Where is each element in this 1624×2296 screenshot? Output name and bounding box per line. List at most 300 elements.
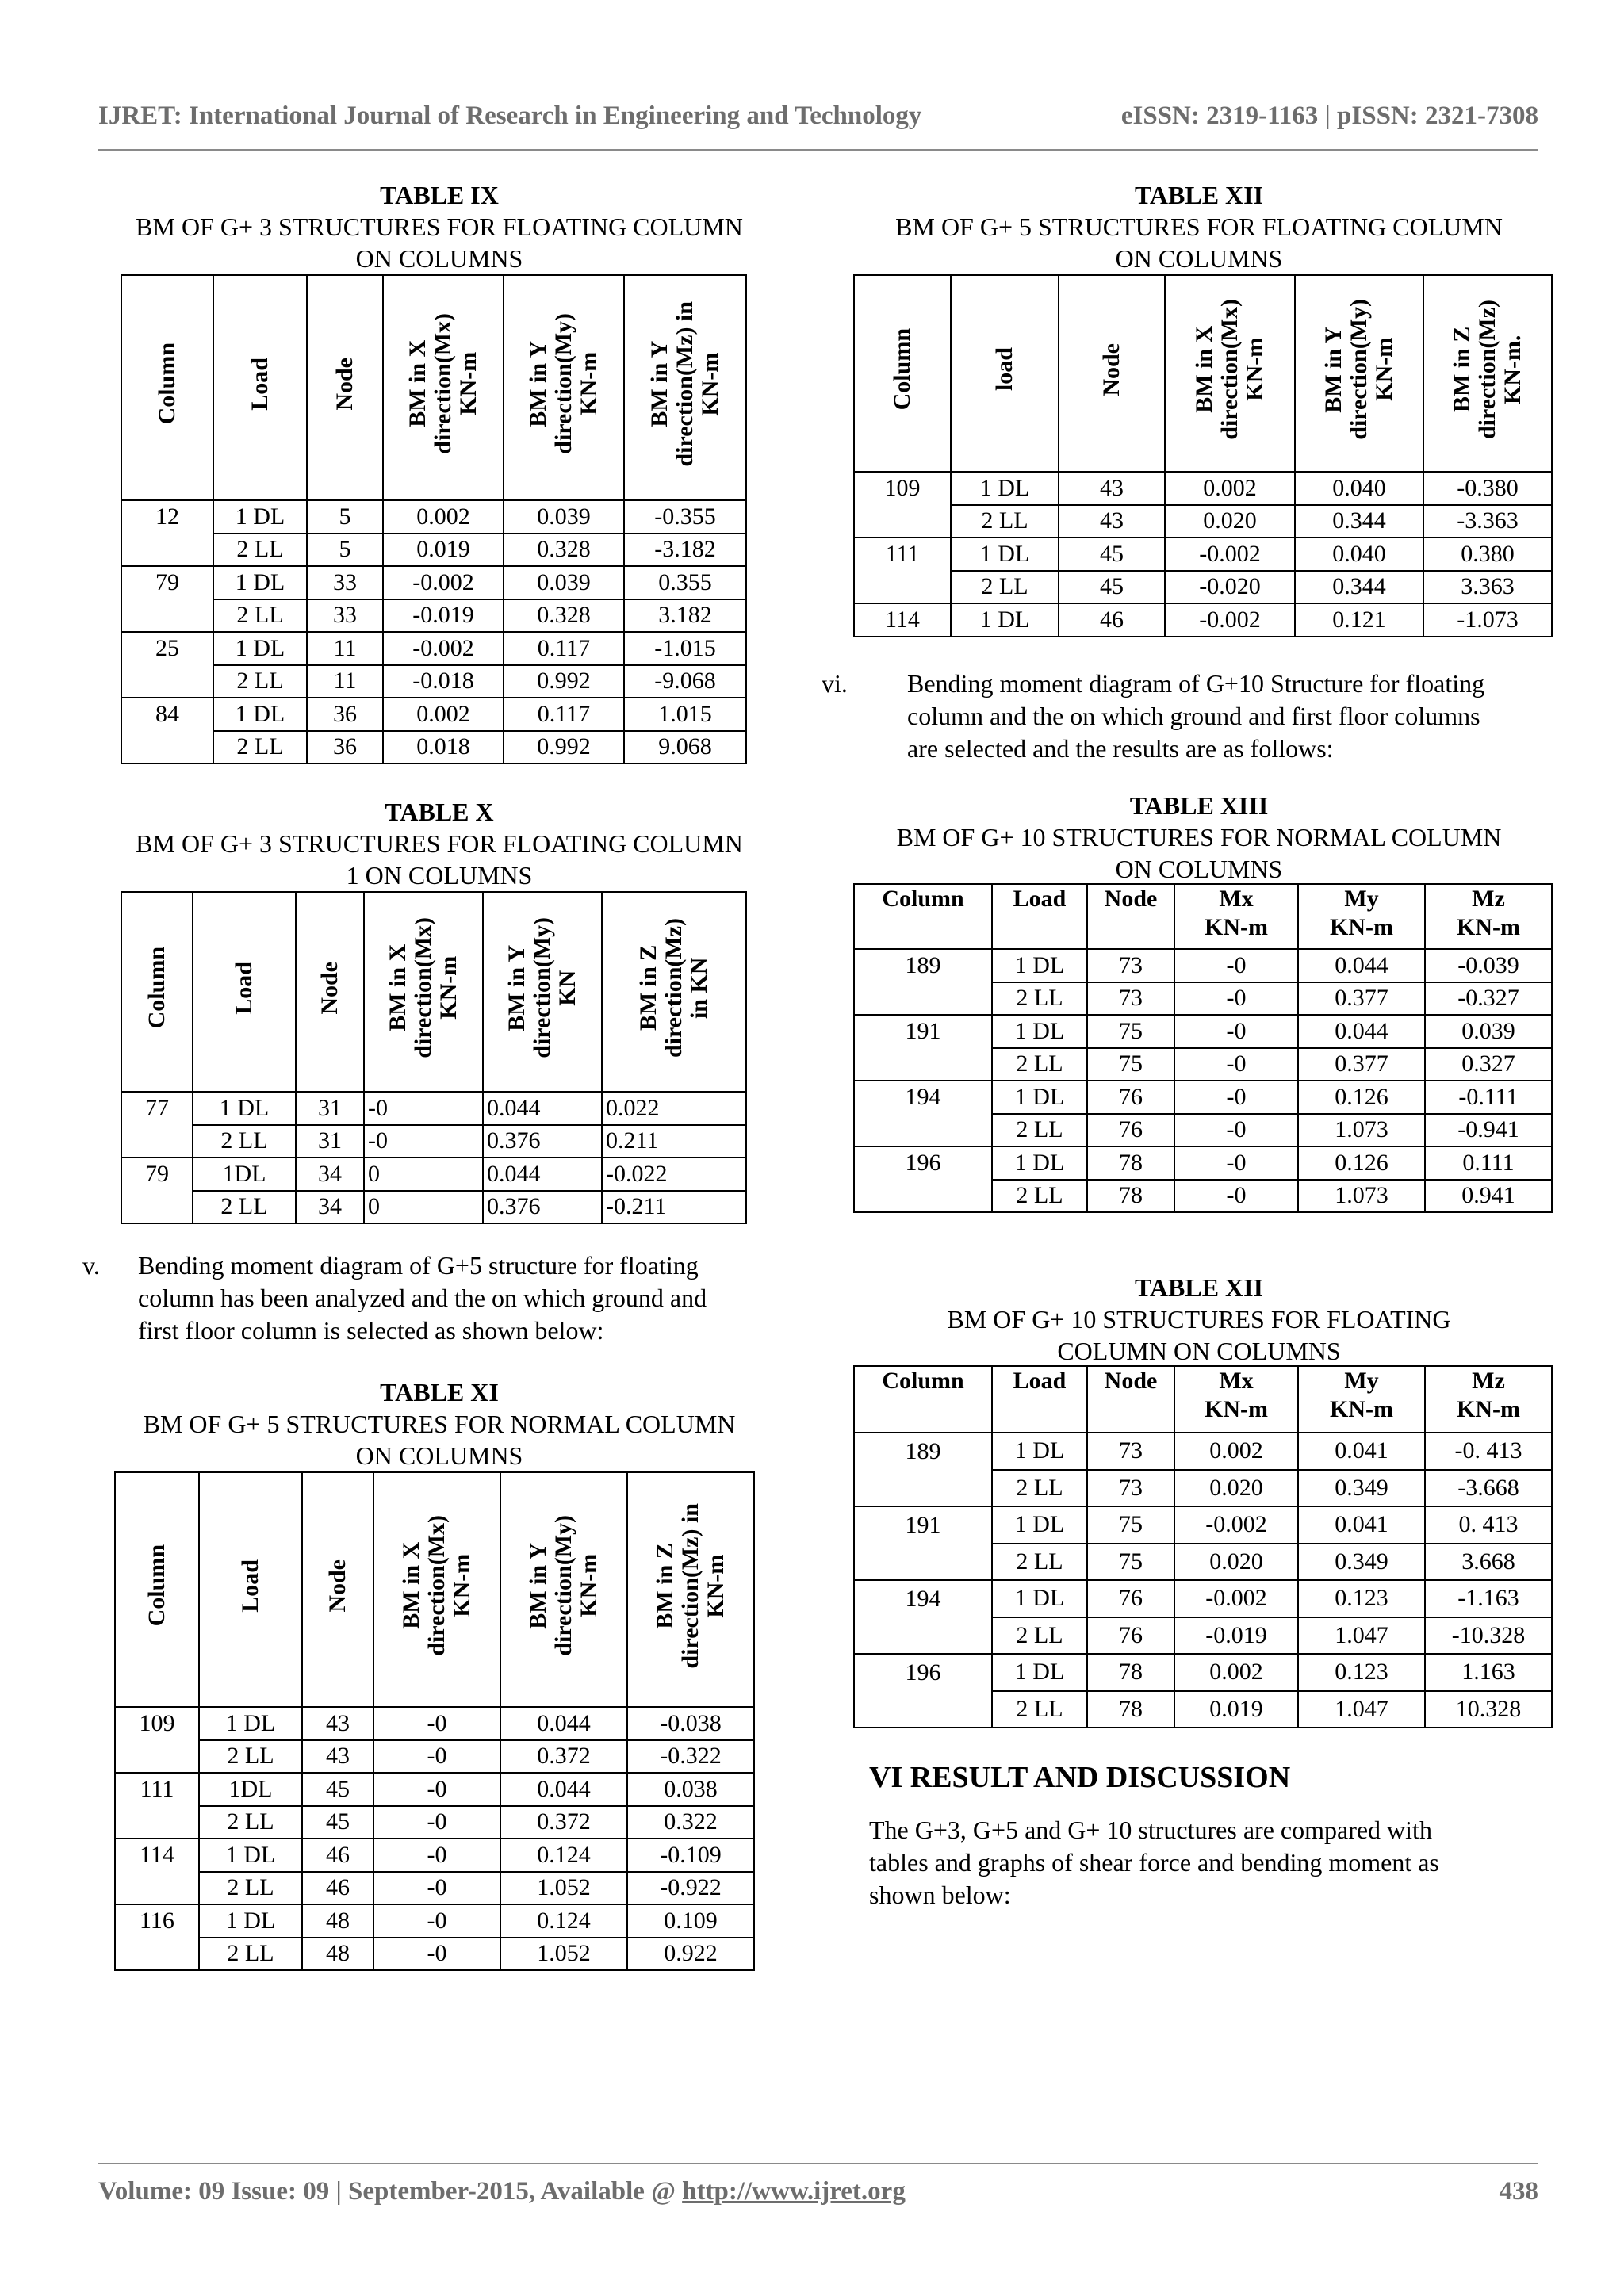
- table12a-caption: [852, 179, 1546, 274]
- table-cell: 78: [1087, 1180, 1174, 1213]
- paragraph-line: are selected and the results are as follows:: [907, 734, 1334, 763]
- table-cell: 0.211: [602, 1125, 746, 1158]
- table11-subtitle-2: ON COLUMNS: [355, 1441, 523, 1470]
- table-header-row: [854, 275, 1552, 472]
- table-cell: 75: [1087, 1506, 1174, 1544]
- table-cell: 114: [854, 603, 951, 637]
- table-cell: 0.117: [504, 632, 624, 665]
- table-cell: -0.020: [1165, 571, 1295, 604]
- table-cell: 73: [1087, 1433, 1174, 1470]
- table-cell: 1 DL: [951, 472, 1059, 505]
- column-header: Column: [115, 1472, 199, 1707]
- page-footer: [98, 2177, 1538, 2217]
- table-cell: 1.047: [1298, 1617, 1425, 1655]
- table-row: [854, 1691, 1552, 1728]
- table-cell: 1 DL: [213, 500, 307, 534]
- table-cell: 0.020: [1174, 1470, 1298, 1507]
- table-cell: 1 DL: [992, 949, 1087, 982]
- column-header: Load: [199, 1472, 302, 1707]
- table-cell: 114: [115, 1839, 199, 1872]
- table-cell: 76: [1087, 1617, 1174, 1655]
- table-cell: -0.002: [1174, 1506, 1298, 1544]
- table-cell: -0.002: [1165, 603, 1295, 637]
- table-cell: 36: [307, 698, 383, 731]
- table-cell: 0.041: [1298, 1506, 1425, 1544]
- table-cell: 0.992: [504, 731, 624, 764]
- column-header: Column: [854, 884, 992, 949]
- table-cell: [121, 534, 213, 567]
- table-cell: 0.123: [1298, 1654, 1425, 1691]
- table-cell: 2 LL: [213, 599, 307, 633]
- table-cell: [854, 1048, 992, 1081]
- column-header: Mz KN-m: [1425, 1366, 1552, 1433]
- issn-label: eISSN: 2319-1163 | pISSN: 2321-7308: [1120, 101, 1538, 130]
- table-cell: 2 LL: [951, 571, 1059, 604]
- table-row: [854, 603, 1552, 637]
- table-cell: 1.052: [500, 1872, 627, 1905]
- table-cell: 0.922: [627, 1938, 754, 1971]
- table-cell: [121, 731, 213, 764]
- table-cell: 0.002: [1174, 1654, 1298, 1691]
- column-header: Node: [1087, 884, 1174, 949]
- table12b: [853, 1365, 1553, 1728]
- table-cell: 0.124: [500, 1839, 627, 1872]
- table-row: [121, 632, 746, 665]
- table-cell: 0.117: [504, 698, 624, 731]
- table-cell: 1 DL: [992, 1506, 1087, 1544]
- table-row: [121, 599, 746, 633]
- table-cell: -0.002: [383, 566, 504, 599]
- column-header: Column: [854, 275, 951, 472]
- table-cell: 0.349: [1298, 1544, 1425, 1581]
- table-cell: 2 LL: [193, 1125, 296, 1158]
- table-cell: 46: [302, 1839, 373, 1872]
- table-cell: 1 DL: [992, 1580, 1087, 1617]
- page-number: 438: [1499, 2177, 1538, 2206]
- table-cell: 11: [307, 665, 383, 698]
- table-cell: 78: [1087, 1654, 1174, 1691]
- table-cell: -0.039: [1425, 949, 1552, 982]
- table-cell: 0.322: [627, 1806, 754, 1839]
- table-row: [854, 1048, 1552, 1081]
- table-cell: 0.124: [500, 1904, 627, 1938]
- table-cell: 5: [307, 500, 383, 534]
- table-cell: 10.328: [1425, 1691, 1552, 1728]
- table-row: [854, 538, 1552, 571]
- table-cell: 0.039: [504, 566, 624, 599]
- table-cell: [854, 1114, 992, 1147]
- table11-subtitle-1: BM OF G+ 5 STRUCTURES FOR NORMAL COLUMN: [143, 1410, 736, 1438]
- paragraph-line: Bending moment diagram of G+5 structure for floating: [138, 1251, 699, 1280]
- table-cell: -9.068: [624, 665, 746, 698]
- table-cell: -0.355: [624, 500, 746, 534]
- table12b-subtitle-1: BM OF G+ 10 STRUCTURES FOR FLOATING: [947, 1305, 1451, 1334]
- table-cell: 0. 413: [1425, 1506, 1552, 1544]
- table-cell: 43: [302, 1707, 373, 1740]
- table9-caption: [98, 179, 780, 274]
- table9-title: TABLE IX: [380, 181, 499, 209]
- table-cell: -0: [373, 1938, 500, 1971]
- table11-caption: [98, 1376, 780, 1471]
- table13-caption: [852, 790, 1546, 885]
- table-cell: -0.322: [627, 1740, 754, 1774]
- table-cell: -0.211: [602, 1191, 746, 1224]
- table-header-row: [121, 892, 746, 1092]
- journal-title: IJRET: International Journal of Research in Engineering and Technology: [98, 101, 922, 130]
- table-cell: -0.380: [1423, 472, 1552, 505]
- table-cell: 0.002: [383, 698, 504, 731]
- table-row: [115, 1872, 754, 1905]
- table-cell: 0.044: [1298, 1015, 1425, 1048]
- table-cell: 0.044: [483, 1092, 602, 1125]
- table-row: [854, 1015, 1552, 1048]
- table-cell: 77: [121, 1092, 193, 1125]
- table-cell: 0.344: [1295, 571, 1423, 604]
- list-number: v.: [82, 1251, 100, 1280]
- table12a-subtitle-2: ON COLUMNS: [1115, 244, 1283, 273]
- table-cell: 0.380: [1423, 538, 1552, 571]
- table-cell: [115, 1938, 199, 1971]
- table10-subtitle-1: BM OF G+ 3 STRUCTURES FOR FLOATING COLUMN: [136, 829, 743, 858]
- column-header: Mx KN-m: [1174, 884, 1298, 949]
- table13: [853, 883, 1553, 1213]
- table-cell: -0.019: [383, 599, 504, 633]
- table-cell: 1 DL: [951, 538, 1059, 571]
- table11: [114, 1471, 755, 1971]
- table-cell: -0.019: [1174, 1617, 1298, 1655]
- table-cell: 0: [364, 1158, 483, 1191]
- table-cell: 2 LL: [199, 1806, 302, 1839]
- table-cell: 194: [854, 1580, 992, 1617]
- table-cell: 0.020: [1174, 1544, 1298, 1581]
- table-cell: 0.121: [1295, 603, 1423, 637]
- table-cell: 48: [302, 1904, 373, 1938]
- table-cell: 76: [1087, 1580, 1174, 1617]
- column-header: Node: [296, 892, 364, 1092]
- column-header: BM in X direction(Mx) KN-m: [383, 275, 504, 500]
- table-cell: 1.052: [500, 1938, 627, 1971]
- table-cell: -0: [1174, 982, 1298, 1016]
- table-cell: 1.073: [1298, 1180, 1425, 1213]
- table-row: [115, 1773, 754, 1806]
- column-header: Column: [121, 275, 213, 500]
- table-cell: 2 LL: [992, 1470, 1087, 1507]
- paragraph-vi: [822, 668, 1546, 771]
- table-cell: 31: [296, 1092, 364, 1125]
- table-cell: 25: [121, 632, 213, 665]
- column-header: BM in X direction(Mx) KN-m: [1165, 275, 1295, 472]
- table-cell: [854, 1544, 992, 1581]
- table-row: [115, 1806, 754, 1839]
- page-header: [98, 94, 1538, 141]
- section-heading: VI RESULT AND DISCUSSION: [869, 1761, 1291, 1794]
- table-cell: -0: [373, 1872, 500, 1905]
- table-row: [854, 1654, 1552, 1691]
- section-paragraph: [869, 1814, 1540, 1911]
- table-cell: 34: [296, 1191, 364, 1224]
- table-cell: 2 LL: [992, 1180, 1087, 1213]
- table-cell: -0: [373, 1740, 500, 1774]
- table-cell: -0: [373, 1806, 500, 1839]
- table-cell: 194: [854, 1081, 992, 1114]
- table-cell: -0.038: [627, 1707, 754, 1740]
- table-cell: 1 DL: [992, 1654, 1087, 1691]
- table-cell: 0.041: [1298, 1433, 1425, 1470]
- table-cell: 33: [307, 566, 383, 599]
- table-row: [121, 1191, 746, 1224]
- table-cell: 73: [1087, 949, 1174, 982]
- table-cell: 0.126: [1298, 1146, 1425, 1180]
- table-cell: [854, 1617, 992, 1655]
- table-row: [121, 1158, 746, 1191]
- paragraph-line: column has been analyzed and the on which ground and: [138, 1284, 707, 1312]
- table-cell: 33: [307, 599, 383, 633]
- table10-title: TABLE X: [385, 798, 494, 826]
- table-cell: 1 DL: [199, 1839, 302, 1872]
- table-cell: -0: [373, 1904, 500, 1938]
- column-header: Mz KN-m: [1425, 884, 1552, 949]
- table-cell: 1.047: [1298, 1691, 1425, 1728]
- table-row: [115, 1839, 754, 1872]
- table-cell: 0.020: [1165, 505, 1295, 538]
- table-cell: -0.327: [1425, 982, 1552, 1016]
- column-header: load: [951, 275, 1059, 472]
- table-cell: 189: [854, 1433, 992, 1470]
- table-cell: 0.355: [624, 566, 746, 599]
- column-header: My KN-m: [1298, 884, 1425, 949]
- column-header: Load: [992, 884, 1087, 949]
- table10: [121, 891, 747, 1224]
- table-cell: 189: [854, 949, 992, 982]
- table-cell: -0: [1174, 1048, 1298, 1081]
- table-cell: 46: [302, 1872, 373, 1905]
- table-cell: 116: [115, 1904, 199, 1938]
- table-cell: 0.040: [1295, 538, 1423, 571]
- table-cell: [115, 1740, 199, 1774]
- table-cell: 2 LL: [213, 665, 307, 698]
- table-row: [854, 1146, 1552, 1180]
- table10-subtitle-2: 1 ON COLUMNS: [346, 861, 533, 890]
- table-cell: 1.163: [1425, 1654, 1552, 1691]
- table-cell: 0.019: [383, 534, 504, 567]
- column-header: Load: [992, 1366, 1087, 1433]
- table-cell: 2 LL: [213, 731, 307, 764]
- table-cell: -0: [1174, 1180, 1298, 1213]
- table-cell: -0: [1174, 1114, 1298, 1147]
- column-header: BM in X direction(Mx) KN-m: [364, 892, 483, 1092]
- column-header: Node: [1087, 1366, 1174, 1433]
- column-header: BM in Y direction(My) KN-m: [504, 275, 624, 500]
- table-cell: [854, 1691, 992, 1728]
- footer-link[interactable]: http://www.ijret.org: [682, 2177, 906, 2206]
- table-cell: -0.111: [1425, 1081, 1552, 1114]
- table-row: [854, 1506, 1552, 1544]
- table-row: [854, 1617, 1552, 1655]
- table-header-row: [121, 275, 746, 500]
- table-cell: 75: [1087, 1015, 1174, 1048]
- table-cell: -0: [1174, 1146, 1298, 1180]
- table-cell: [854, 1180, 992, 1213]
- table-cell: -3.668: [1425, 1470, 1552, 1507]
- table-cell: 2 LL: [951, 505, 1059, 538]
- table-cell: 196: [854, 1654, 992, 1691]
- table-cell: -0.002: [1174, 1580, 1298, 1617]
- table-cell: 0.039: [1425, 1015, 1552, 1048]
- table-cell: 191: [854, 1015, 992, 1048]
- column-header: BM in Y direction(My) KN: [483, 892, 602, 1092]
- table-cell: [854, 505, 951, 538]
- table-cell: 0.376: [483, 1125, 602, 1158]
- table-cell: [121, 1125, 193, 1158]
- table-cell: 0.349: [1298, 1470, 1425, 1507]
- table11-title: TABLE XI: [380, 1378, 499, 1406]
- table-cell: 3.182: [624, 599, 746, 633]
- table-row: [121, 1092, 746, 1125]
- table-cell: [854, 982, 992, 1016]
- table13-title: TABLE XIII: [1129, 791, 1269, 820]
- table-cell: 0.109: [627, 1904, 754, 1938]
- table-cell: 0.377: [1298, 982, 1425, 1016]
- table-cell: 34: [296, 1158, 364, 1191]
- table10-caption: [98, 796, 780, 891]
- table-cell: 0.126: [1298, 1081, 1425, 1114]
- column-header: Node: [307, 275, 383, 500]
- table-cell: 1 DL: [992, 1433, 1087, 1470]
- paragraph-line: Bending moment diagram of G+10 Structure for floating: [907, 669, 1485, 698]
- table-cell: -0.002: [383, 632, 504, 665]
- table-cell: 76: [1087, 1114, 1174, 1147]
- table-cell: 1 DL: [199, 1707, 302, 1740]
- table-cell: 0.038: [627, 1773, 754, 1806]
- table12b-subtitle-2: COLUMN ON COLUMNS: [1057, 1337, 1341, 1365]
- table-cell: 0.327: [1425, 1048, 1552, 1081]
- table-cell: 73: [1087, 982, 1174, 1016]
- table-cell: -0: [373, 1839, 500, 1872]
- table-row: [121, 566, 746, 599]
- table-cell: [854, 571, 951, 604]
- table9-subtitle-1: BM OF G+ 3 STRUCTURES FOR FLOATING COLUMN: [136, 212, 743, 241]
- table-row: [854, 505, 1552, 538]
- table-cell: 109: [854, 472, 951, 505]
- header-rule: [98, 149, 1538, 151]
- table13-subtitle-2: ON COLUMNS: [1115, 855, 1283, 883]
- table-cell: 1 DL: [213, 566, 307, 599]
- table-cell: [121, 1191, 193, 1224]
- table-cell: 2 LL: [199, 1872, 302, 1905]
- table-cell: -0.941: [1425, 1114, 1552, 1147]
- table-cell: 31: [296, 1125, 364, 1158]
- table-cell: -3.363: [1423, 505, 1552, 538]
- table12b-caption: [852, 1272, 1546, 1367]
- table12b-title: TABLE XII: [1134, 1273, 1264, 1302]
- table-row: [854, 1580, 1552, 1617]
- table-row: [121, 665, 746, 698]
- table-cell: 111: [115, 1773, 199, 1806]
- table-cell: [121, 599, 213, 633]
- table-cell: 1 DL: [951, 603, 1059, 637]
- table-cell: [115, 1806, 199, 1839]
- table-cell: 36: [307, 731, 383, 764]
- column-header: Node: [1059, 275, 1165, 472]
- table-cell: 2 LL: [199, 1740, 302, 1774]
- table-cell: 1DL: [193, 1158, 296, 1191]
- table-cell: 1 DL: [992, 1081, 1087, 1114]
- table-cell: 0.044: [500, 1707, 627, 1740]
- column-header: Mx KN-m: [1174, 1366, 1298, 1433]
- table-cell: 79: [121, 566, 213, 599]
- table-cell: -0.109: [627, 1839, 754, 1872]
- table-cell: 0.344: [1295, 505, 1423, 538]
- paragraph-line: first floor column is selected as shown below:: [138, 1316, 604, 1345]
- table-cell: 45: [1059, 571, 1165, 604]
- table-cell: 1 DL: [992, 1015, 1087, 1048]
- table-cell: 1 DL: [213, 698, 307, 731]
- table-cell: 78: [1087, 1146, 1174, 1180]
- table-cell: 46: [1059, 603, 1165, 637]
- table-cell: 196: [854, 1146, 992, 1180]
- table-cell: 191: [854, 1506, 992, 1544]
- table-cell: 45: [302, 1806, 373, 1839]
- table-cell: -0: [1174, 949, 1298, 982]
- table-cell: -0.018: [383, 665, 504, 698]
- paragraph-v: [82, 1249, 764, 1353]
- table-cell: 0.019: [1174, 1691, 1298, 1728]
- table-cell: 73: [1087, 1470, 1174, 1507]
- table-cell: 76: [1087, 1081, 1174, 1114]
- table12a: [853, 274, 1553, 637]
- table9-subtitle-2: ON COLUMNS: [355, 244, 523, 273]
- table-row: [115, 1740, 754, 1774]
- table-cell: 0.941: [1425, 1180, 1552, 1213]
- table-cell: 2 LL: [992, 1691, 1087, 1728]
- table-cell: 0.328: [504, 534, 624, 567]
- table-cell: 0.040: [1295, 472, 1423, 505]
- table-cell: 2 LL: [992, 1544, 1087, 1581]
- table-cell: 2 LL: [199, 1938, 302, 1971]
- table-cell: 79: [121, 1158, 193, 1191]
- table-cell: -0: [373, 1707, 500, 1740]
- column-header: BM in Z direction(Mz) KN-m.: [1423, 275, 1552, 472]
- table-cell: -1.163: [1425, 1580, 1552, 1617]
- table-row: [854, 472, 1552, 505]
- footer-rule: [98, 2163, 1538, 2164]
- table-cell: [115, 1872, 199, 1905]
- table-cell: 43: [302, 1740, 373, 1774]
- table-cell: 2 LL: [992, 1114, 1087, 1147]
- paragraph-line: shown below:: [869, 1881, 1011, 1909]
- table-cell: -0: [1174, 1015, 1298, 1048]
- table-cell: -0: [364, 1125, 483, 1158]
- paragraph-line: tables and graphs of shear force and bending moment as: [869, 1848, 1439, 1877]
- column-header: BM in Y direction(My) KN-m: [1295, 275, 1423, 472]
- table12a-subtitle-1: BM OF G+ 5 STRUCTURES FOR FLOATING COLUMN: [895, 212, 1503, 241]
- table-row: [121, 731, 746, 764]
- table-cell: 43: [1059, 472, 1165, 505]
- table-row: [121, 698, 746, 731]
- table-row: [854, 1470, 1552, 1507]
- column-header: My KN-m: [1298, 1366, 1425, 1433]
- column-header: BM in X direction(Mx) KN-m: [373, 1472, 500, 1707]
- table-row: [854, 1114, 1552, 1147]
- table-cell: 0.044: [500, 1773, 627, 1806]
- table-cell: -0: [373, 1773, 500, 1806]
- table9: [121, 274, 747, 764]
- table-cell: -0: [364, 1092, 483, 1125]
- table-cell: 0.039: [504, 500, 624, 534]
- table-cell: 48: [302, 1938, 373, 1971]
- table-cell: 0.372: [500, 1740, 627, 1774]
- table-row: [121, 1125, 746, 1158]
